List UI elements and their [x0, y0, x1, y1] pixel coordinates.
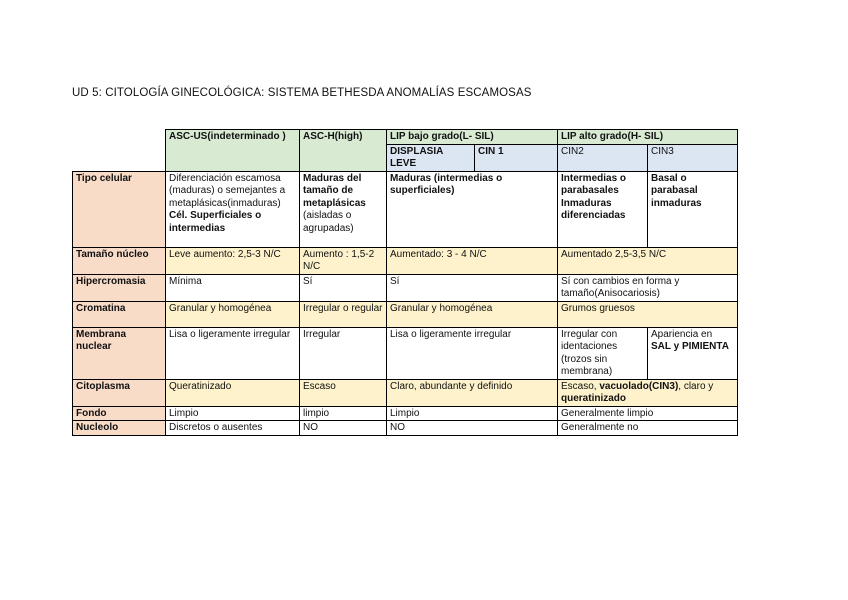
cell-tamano-lip-bajo: Aumentado: 3 - 4 N/C: [387, 247, 558, 274]
cell-hiper-lip-bajo: Sí: [387, 274, 558, 301]
row-label-membrana: Membrana nuclear: [73, 327, 166, 379]
cell-hiper-asc-h: Sí: [300, 274, 387, 301]
table-row: [73, 274, 738, 301]
cell-tipo-asc-h: [300, 171, 387, 247]
cell-nucleolo-lip-alto: Generalmente no: [558, 421, 738, 436]
cell-text: (aisladas o agrupadas): [303, 210, 354, 234]
cell-membrana-asc-us: Lisa o ligeramente irregular: [166, 327, 300, 379]
cell-membrana-lip-bajo: Lisa o ligeramente irregular: [387, 327, 558, 379]
cell-membrana-cin2: Irregular con identaciones (trozos sin membrana): [558, 327, 648, 379]
cell-fondo-asc-us: Limpio: [166, 406, 300, 421]
table-row: [73, 301, 738, 327]
row-label-fondo: Fondo: [73, 406, 166, 421]
cell-cromatina-asc-h: Irregular o regular: [300, 301, 387, 327]
header-asc-us: ASC-US(indeterminado ): [166, 130, 300, 172]
cell-membrana-asc-h: Irregular: [300, 327, 387, 379]
cell-cromatina-asc-us: Granular y homogénea: [166, 301, 300, 327]
cell-nucleolo-asc-h: NO: [300, 421, 387, 436]
cell-hiper-lip-alto: Sí con cambios en forma y tamaño(Anisocariosis): [558, 274, 738, 301]
header-cin3: CIN3: [648, 144, 738, 171]
page-title: UD 5: CITOLOGÍA GINECOLÓGICA: SISTEMA BETHESDA ANOMALÍAS ESCAMOSAS: [72, 87, 532, 99]
cell-nucleolo-asc-us: Discretos o ausentes: [166, 421, 300, 436]
cell-fondo-lip-alto: Generalmente limpio: [558, 406, 738, 421]
cell-membrana-cin3: [648, 327, 738, 379]
cell-tipo-asc-us: [166, 171, 300, 247]
cell-tamano-asc-h: Aumento : 1,5-2 N/C: [300, 247, 387, 274]
cell-tipo-cin3: Basal o parabasal inmaduras: [648, 171, 738, 247]
row-label-citoplasma: Citoplasma: [73, 379, 166, 406]
cell-citoplasma-asc-h: Escaso: [300, 379, 387, 406]
cell-text-bold: queratinizado: [561, 393, 627, 404]
cell-text: Diferenciación escamosa (maduras) o semejantes a metaplásicas(inmaduras): [169, 172, 286, 209]
table-row: [73, 379, 738, 406]
cell-tamano-lip-alto: Aumentado 2,5-3,5 N/C: [558, 247, 738, 274]
cell-hiper-asc-us: Mínima: [166, 274, 300, 301]
table-row: [73, 247, 738, 274]
cell-fondo-asc-h: limpio: [300, 406, 387, 421]
cell-text-bold: Maduras del tamaño de metaplásicas: [303, 172, 366, 209]
cell-citoplasma-lip-alto: [558, 379, 738, 406]
cell-tipo-lip-bajo: Maduras (intermedias o superficiales): [387, 171, 558, 247]
header-displasia: DISPLASIA LEVE: [387, 144, 475, 171]
cell-text-bold: SAL y PIMIENTA: [651, 341, 729, 352]
cell-text-bold: vacuolado(CIN3): [599, 380, 679, 392]
cell-cromatina-lip-bajo: Granular y homogénea: [387, 301, 558, 327]
cell-text: Apariencia en: [651, 328, 713, 340]
header-asc-h: ASC-H(high): [300, 130, 387, 172]
table-row: [73, 406, 738, 421]
cell-tamano-asc-us: Leve aumento: 2,5-3 N/C: [166, 247, 300, 274]
cell-nucleolo-lip-bajo: NO: [387, 421, 558, 436]
cell-text-bold: Cél. Superficiales o intermedias: [169, 210, 262, 234]
cell-text: , claro y: [678, 380, 714, 392]
row-label-nucleolo: Nucleolo: [73, 421, 166, 436]
header-cin2: CIN2: [558, 144, 648, 171]
header-lip-alto: LIP alto grado(H- SIL): [558, 130, 738, 145]
header-cin1: CIN 1: [475, 144, 558, 171]
row-label-tamano: Tamaño núcleo: [73, 247, 166, 274]
header-lip-bajo: LIP bajo grado(L- SIL): [387, 130, 558, 145]
cell-text: Escaso,: [561, 380, 600, 392]
empty-corner-cell: [73, 130, 166, 172]
cell-citoplasma-asc-us: Queratinizado: [166, 379, 300, 406]
table-row: [73, 171, 738, 247]
row-label-hiper: Hipercromasia: [73, 274, 166, 301]
cell-tipo-cin2: Intermedias o parabasales Inmaduras diferenciadas: [558, 171, 648, 247]
table-row: [73, 421, 738, 436]
cell-citoplasma-lip-bajo: Claro, abundante y definido: [387, 379, 558, 406]
row-label-cromatina: Cromatina: [73, 301, 166, 327]
cell-fondo-lip-bajo: Limpio: [387, 406, 558, 421]
cell-cromatina-lip-alto: Grumos gruesos: [558, 301, 738, 327]
row-label-tipo: Tipo celular: [73, 171, 166, 247]
table-row: [73, 327, 738, 379]
bethesda-table: [72, 129, 738, 436]
